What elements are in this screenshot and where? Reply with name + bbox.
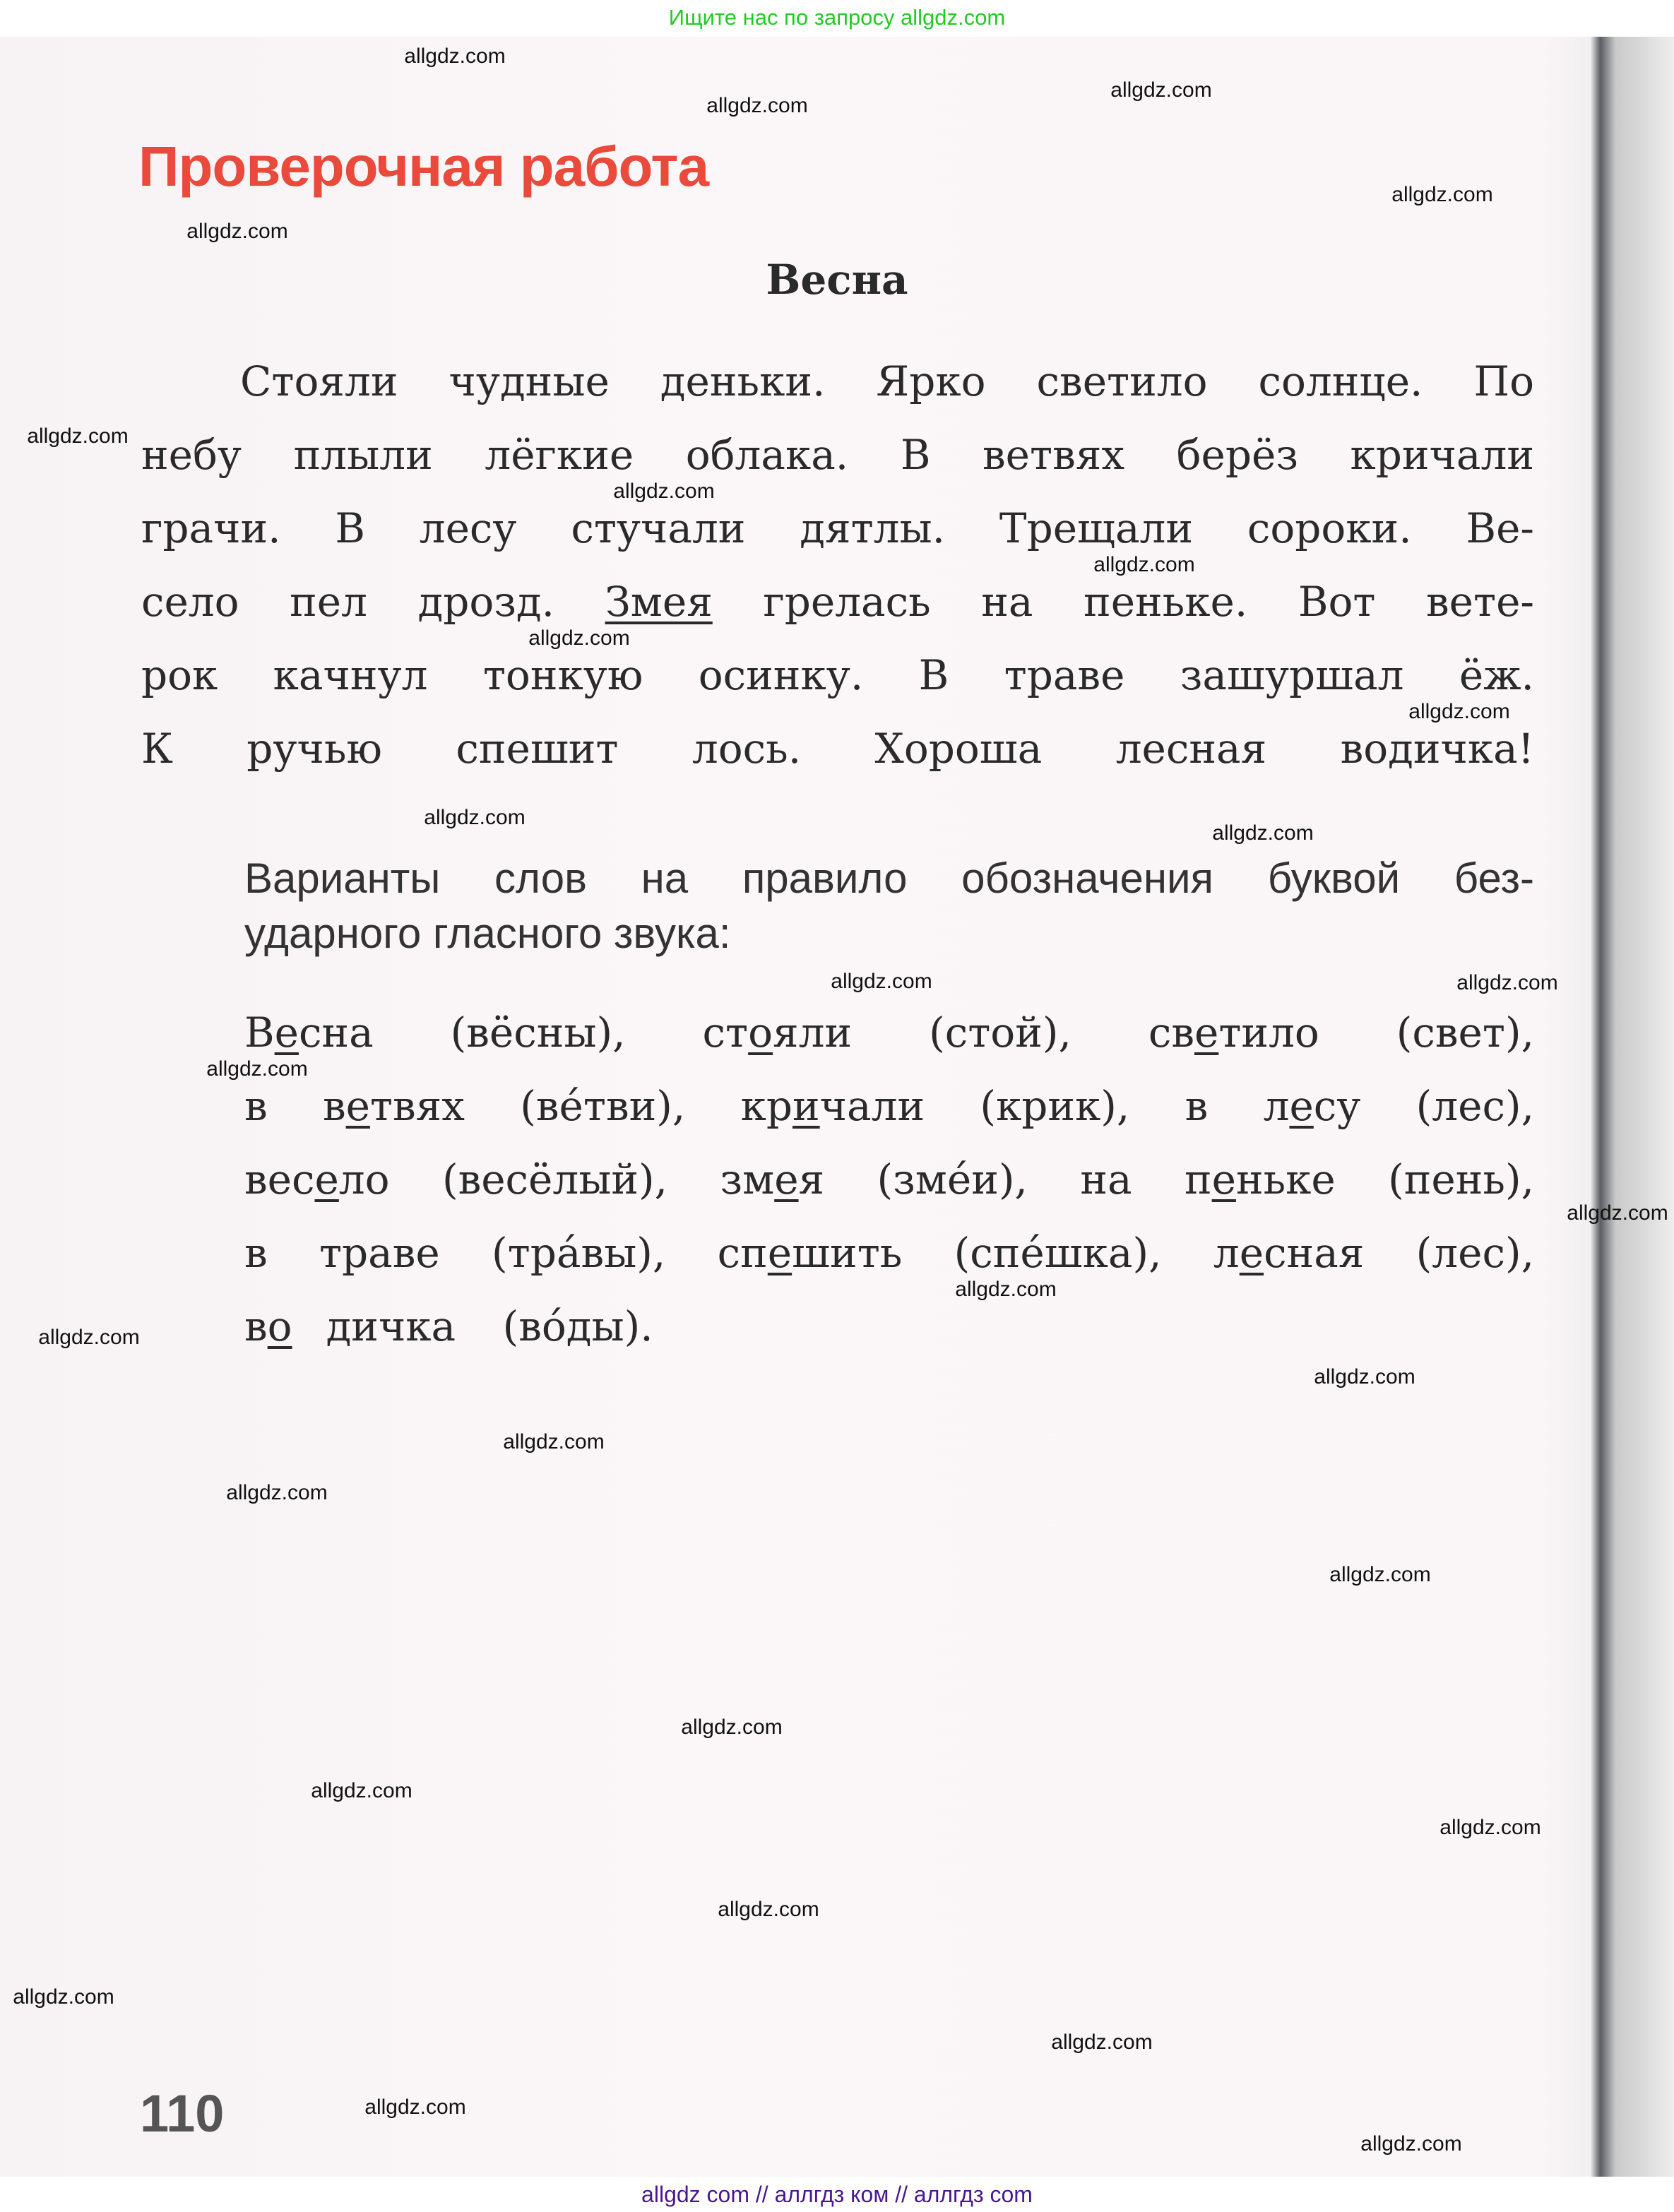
rule-line: Варианты слов на правило обозначения буквой без- bbox=[244, 855, 1534, 902]
text-line bbox=[141, 492, 1534, 565]
answer-word: змея bbox=[720, 1155, 825, 1203]
dictation-text bbox=[141, 345, 1534, 785]
footer-banner: allgdz com // аллгдз ком // аллгдз com bbox=[0, 2177, 1674, 2212]
answer-word: Весна bbox=[244, 1009, 374, 1057]
watermark-text: allgdz.com bbox=[503, 1430, 605, 1453]
text-heading: Весна bbox=[766, 256, 908, 304]
unstressed-vowel: е bbox=[1211, 1155, 1236, 1203]
answer-word: спешить bbox=[717, 1229, 903, 1277]
answer-word: во дичка bbox=[244, 1302, 456, 1350]
answer-line bbox=[244, 1069, 1534, 1143]
text-segment: Стояли чудные деньки. Ярко светило солнце. По bbox=[240, 357, 1534, 405]
text-segment: грачи. В лесу стучали дятлы. Трещали сороки. Ве- bbox=[141, 504, 1534, 552]
watermark-text: allgdz.com bbox=[1360, 2132, 1462, 2155]
watermark-text: allgdz.com bbox=[27, 424, 129, 448]
watermark-text: allgdz.com bbox=[528, 626, 630, 650]
check-word: (свет), bbox=[1396, 1009, 1535, 1057]
preposition: в bbox=[1185, 1082, 1209, 1130]
watermark-text: allgdz.com bbox=[1456, 971, 1558, 994]
watermark-text: allgdz.com bbox=[1329, 1563, 1431, 1586]
unstressed-vowel: е bbox=[1194, 1009, 1219, 1057]
answer-word: траве bbox=[319, 1229, 440, 1277]
watermark-text: allgdz.com bbox=[1439, 1816, 1541, 1839]
text-line bbox=[141, 638, 1534, 712]
check-word: (лес), bbox=[1415, 1082, 1535, 1130]
unstressed-vowel: о bbox=[748, 1009, 773, 1057]
answer-word: кричали bbox=[740, 1082, 925, 1130]
check-word: (крик), bbox=[980, 1082, 1130, 1130]
watermark-text: allgdz.com bbox=[706, 94, 808, 117]
rule-description bbox=[244, 851, 1534, 961]
text-segment: грелась на пеньке. Вот вете- bbox=[712, 578, 1534, 626]
watermark-text: allgdz.com bbox=[1314, 1365, 1415, 1389]
watermark-text: allgdz.com bbox=[1212, 821, 1314, 845]
watermark-text: allgdz.com bbox=[831, 970, 932, 993]
answer-word: ветвях bbox=[322, 1082, 465, 1130]
text-segment: К ручью спешит лось. Хороша лесная водичка! bbox=[141, 725, 1534, 773]
unstressed-vowel: е bbox=[767, 1229, 793, 1277]
text-line bbox=[141, 418, 1534, 492]
check-word: (зме́и), bbox=[877, 1155, 1028, 1203]
check-word: (лес), bbox=[1415, 1229, 1535, 1277]
text-line bbox=[141, 565, 1534, 638]
text-line bbox=[141, 345, 1534, 418]
answer-line bbox=[244, 1216, 1534, 1290]
check-word: (весёлый), bbox=[441, 1155, 668, 1203]
unstressed-vowel: е bbox=[774, 1155, 799, 1203]
answer-word: весело bbox=[244, 1155, 390, 1203]
check-word: (вёсны), bbox=[450, 1009, 626, 1057]
preposition: в bbox=[244, 1082, 268, 1130]
preposition: на bbox=[1080, 1155, 1132, 1203]
watermark-text: allgdz.com bbox=[955, 1278, 1057, 1301]
watermark-text: allgdz.com bbox=[186, 220, 288, 243]
watermark-text: allgdz.com bbox=[1093, 553, 1195, 576]
top-banner: Ищите нас по запросу allgdz.com bbox=[668, 5, 1006, 30]
page-title: Проверочная работа bbox=[138, 135, 709, 198]
watermark-text: allgdz.com bbox=[364, 2095, 466, 2119]
unstressed-vowel: е bbox=[345, 1082, 370, 1130]
check-word: (пень), bbox=[1388, 1155, 1535, 1203]
watermark-text: allgdz.com bbox=[681, 1716, 783, 1739]
check-word: (во́ды). bbox=[502, 1302, 653, 1350]
watermark-text: allgdz.com bbox=[1110, 78, 1212, 102]
watermark-text: allgdz.com bbox=[424, 806, 526, 829]
unstressed-vowel: е bbox=[274, 1009, 299, 1057]
check-word: (спе́шка), bbox=[954, 1229, 1162, 1277]
answer-word: пеньке bbox=[1184, 1155, 1336, 1203]
text-line bbox=[141, 712, 1534, 785]
answer-list bbox=[244, 996, 1534, 1363]
check-word: (стой), bbox=[929, 1009, 1072, 1057]
page-number: 110 bbox=[140, 2084, 225, 2143]
check-word: (ве́тви), bbox=[520, 1082, 686, 1130]
answer-word: лесу bbox=[1263, 1082, 1361, 1130]
unstressed-vowel: е bbox=[1239, 1229, 1264, 1277]
watermark-text: allgdz.com bbox=[718, 1898, 819, 1921]
watermark-text: allgdz.com bbox=[404, 44, 506, 68]
answer-word: лесная bbox=[1213, 1229, 1365, 1277]
unstressed-vowel: е bbox=[1289, 1082, 1314, 1130]
text-segment: небу плыли лёгкие облака. В ветвях берёз кричали bbox=[141, 431, 1534, 479]
watermark-text: allgdz.com bbox=[311, 1779, 412, 1802]
answer-line bbox=[244, 996, 1534, 1069]
rule-line: ударного гласного звука: bbox=[244, 910, 731, 957]
unstressed-vowel: е bbox=[314, 1155, 339, 1203]
watermark-text: allgdz.com bbox=[1408, 700, 1510, 723]
watermark-text: allgdz.com bbox=[1051, 2030, 1153, 2054]
answer-line bbox=[244, 1143, 1534, 1216]
unstressed-vowel: о bbox=[267, 1302, 292, 1350]
watermark-text: allgdz.com bbox=[226, 1481, 328, 1504]
answer-line bbox=[244, 1290, 1534, 1363]
watermark-text: allgdz.com bbox=[1391, 183, 1493, 206]
answer-word: стояли bbox=[702, 1009, 853, 1057]
text-segment: село пел дрозд. bbox=[141, 578, 605, 626]
answer-word: светило bbox=[1148, 1009, 1319, 1057]
text-segment: рок качнул тонкую осинку. В траве зашуршал ёж. bbox=[141, 651, 1534, 699]
watermark-text: allgdz.com bbox=[206, 1057, 308, 1081]
check-word: (тра́вы), bbox=[492, 1229, 666, 1277]
watermark-text: allgdz.com bbox=[13, 1985, 114, 2009]
watermark-text: allgdz.com bbox=[1567, 1201, 1668, 1225]
watermark-text: allgdz.com bbox=[38, 1326, 140, 1349]
unstressed-vowel: и bbox=[793, 1082, 820, 1130]
preposition: в bbox=[244, 1229, 268, 1277]
watermark-text: allgdz.com bbox=[613, 480, 715, 503]
underlined-word: Змея bbox=[605, 578, 713, 626]
